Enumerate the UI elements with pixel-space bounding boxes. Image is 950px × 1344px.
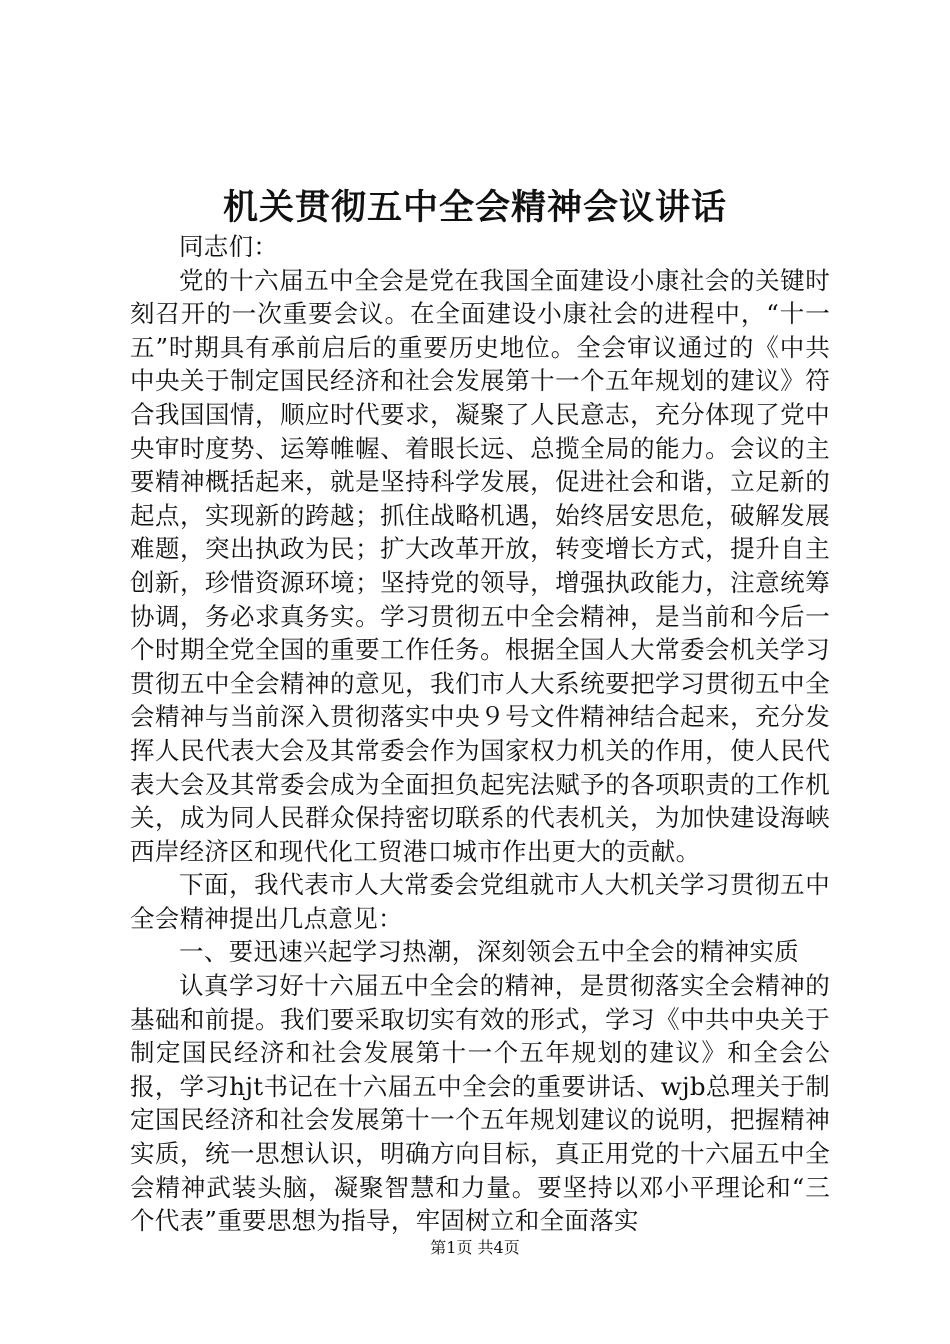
salutation-paragraph: 同志们： [179, 232, 279, 261]
body-paragraph: 下面，我代表市人大常委会党组就市人大机关学习贯彻五中全会精神提出几点意见： [130, 870, 830, 933]
section-heading: 一、要迅速兴起学习热潮，深刻领会五中全会的精神实质 [179, 937, 799, 967]
document-body [130, 230, 830, 1238]
document-title: 机关贯彻五中全会精神会议讲话 [222, 187, 727, 228]
body-paragraph: 党的十六届五中全会是党在我国全面建设小康社会的关键时刻召开的一次重要会议。在全面建设小康社会的进程中，“十一五”时期具有承前启后的重要历史地位。全会审议通过的《中共中央关于制定国民经济和社会发展第十一个五年规划的建议》符合我国国情，顺应时代要求，凝聚了人民意志，充分体现了党中央审时度势、运筹帷幄、着眼长远、总揽全局的能力。会议的主要精神概括起来，就是坚持科学发展，促进社会和谐，立足新的起点，实现新的跨越；抓住战略机遇，始终居安思危，破解发展难题，突出执政为民；扩大改革开放，转变增长方式，提升自主创新，珍惜资源环境；坚持党的领导，增强执政能力，注意统筹协调，务必求真务实。学习贯彻五中全会精神，是当前和今后一个时期全党全国的重要工作任务。根据全国人大常委会机关学习贯彻五中全会精神的意见，我们市人大系统要把学习贯彻五中全会精神与当前深入贯彻落实中央９号文件精神结合起来，充分发挥人民代表大会及其常委会作为国家权力机关的作用，使人民代表大会及其常委会成为全面担负起宪法赋予的各项职责的工作机关，成为同人民群众保持密切联系的代表机关，为加快建设海峡西岸经济区和现代化工贸港口城市作出更大的贡献。 [130, 265, 831, 866]
body-paragraph: 认真学习好十六届五中全会的精神，是贯彻落实全会精神的基础和前提。我们要采取切实有效的形式，学习《中共中央关于制定国民经济和社会发展第十一个五年规划的建议》和全会公报，学习hjt书记在十六届五中全会的重要讲话、wjb总理关于制定国民经济和社会发展第十一个五年规划建议的说明，把握精神实质，统一思想认识，明确方向目标，真正用党的十六届五中全会精神武装头脑，凝聚智慧和力量。要坚持以邓小平理论和“三个代表”重要思想为指导，牢固树立和全面落实 [130, 971, 831, 1236]
page-footer: 第1页 共4页 [430, 1238, 520, 1257]
